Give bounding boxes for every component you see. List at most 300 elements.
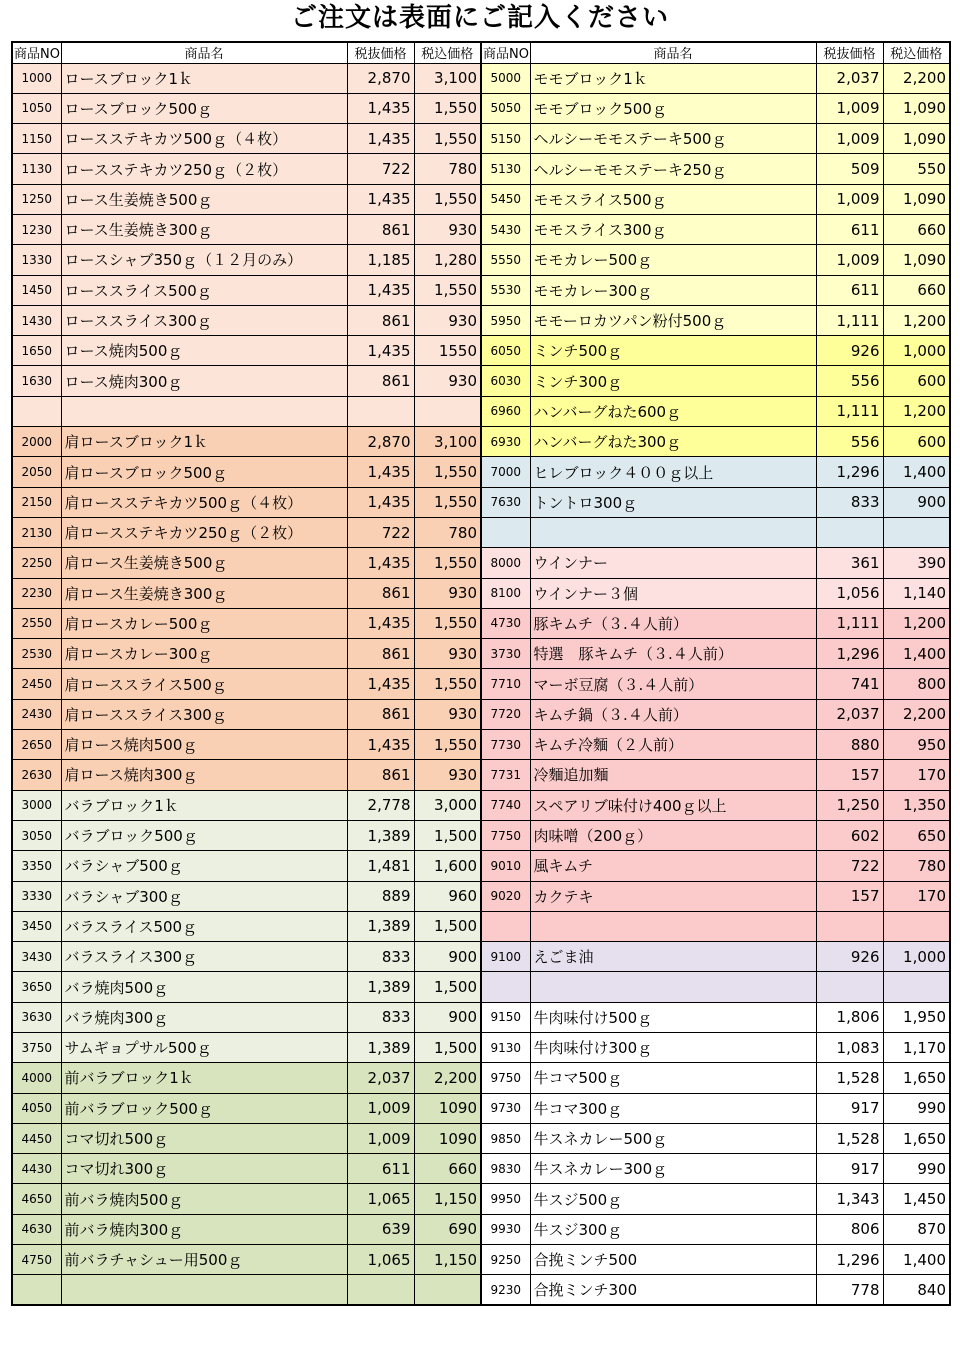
product-name-cell-right: 牛肉味付け300ｇ xyxy=(530,1033,816,1063)
product-no-cell-left: 2150 xyxy=(12,487,61,517)
product-name-cell-right xyxy=(530,911,816,941)
product-name-cell-right: キムチ鍋（３.４人前） xyxy=(530,699,816,729)
header-price-ex-tax-left: 税抜価格 xyxy=(347,42,414,63)
price-in-tax-cell-left: 930 xyxy=(414,305,481,335)
product-no-cell-left: 4430 xyxy=(12,1154,61,1184)
product-name-cell-left: 前バラブロック500ｇ xyxy=(61,1093,347,1123)
product-name-cell-right: 合挽ミンチ500 xyxy=(530,1245,816,1275)
price-in-tax-cell-left: 1,550 xyxy=(414,124,481,154)
product-name-cell-right: ハンバーグねた600ｇ xyxy=(530,396,816,426)
price-in-tax-cell-right: 1,140 xyxy=(883,578,950,608)
price-ex-tax-cell-right: 1,009 xyxy=(816,184,883,214)
price-ex-tax-cell-left: 1,435 xyxy=(347,487,414,517)
product-no-cell-left: 2650 xyxy=(12,730,61,760)
product-name-cell-right: カクテキ xyxy=(530,881,816,911)
price-ex-tax-cell-left: 1,389 xyxy=(347,820,414,850)
price-in-tax-cell-left: 1550 xyxy=(414,336,481,366)
product-name-cell-left: 肩ロース焼肉500ｇ xyxy=(61,730,347,760)
product-name-cell-left: 肩ロースステキカツ250ｇ（２枚） xyxy=(61,517,347,547)
product-no-cell-right: 9730 xyxy=(481,1093,530,1123)
product-name-cell-left: コマ切れ500ｇ xyxy=(61,1123,347,1153)
price-in-tax-cell-left: 960 xyxy=(414,881,481,911)
product-name-cell-right: モモーロカツパン粉付500ｇ xyxy=(530,305,816,335)
product-no-cell-right: 5050 xyxy=(481,93,530,123)
price-in-tax-cell-left xyxy=(414,396,481,426)
price-in-tax-cell-right: 1,170 xyxy=(883,1033,950,1063)
price-ex-tax-cell-right: 611 xyxy=(816,214,883,244)
product-no-cell-left: 1000 xyxy=(12,63,61,93)
price-list-table xyxy=(11,41,951,1306)
product-name-cell-right: モモブロック500ｇ xyxy=(530,93,816,123)
product-no-cell-right: 9850 xyxy=(481,1123,530,1153)
price-in-tax-cell-right: 600 xyxy=(883,427,950,457)
price-in-tax-cell-left: 3,100 xyxy=(414,63,481,93)
product-no-cell-left: 3650 xyxy=(12,972,61,1002)
product-no-cell-left: 1330 xyxy=(12,245,61,275)
product-name-cell-right: ミンチ300ｇ xyxy=(530,366,816,396)
product-no-cell-left: 1430 xyxy=(12,305,61,335)
table-row xyxy=(12,487,950,517)
price-ex-tax-cell-right: 2,037 xyxy=(816,63,883,93)
price-ex-tax-cell-left: 1,065 xyxy=(347,1184,414,1214)
product-name-cell-right: マーボ豆腐（３.４人前） xyxy=(530,669,816,699)
price-ex-tax-cell-left: 1,481 xyxy=(347,851,414,881)
product-no-cell-right: 9230 xyxy=(481,1275,530,1305)
product-name-cell-right: モモスライス300ｇ xyxy=(530,214,816,244)
price-in-tax-cell-left: 930 xyxy=(414,366,481,396)
price-in-tax-cell-left: 1,550 xyxy=(414,457,481,487)
product-name-cell-right: キムチ冷麵（２人前） xyxy=(530,730,816,760)
price-in-tax-cell-right: 1,650 xyxy=(883,1123,950,1153)
price-in-tax-cell-left: 1090 xyxy=(414,1093,481,1123)
price-ex-tax-cell-left: 889 xyxy=(347,881,414,911)
product-no-cell-right: 5150 xyxy=(481,124,530,154)
table-row xyxy=(12,1275,950,1305)
price-in-tax-cell-left: 1,550 xyxy=(414,487,481,517)
price-ex-tax-cell-left: 861 xyxy=(347,578,414,608)
product-name-cell-left: 肩ロース焼肉300ｇ xyxy=(61,760,347,790)
product-name-cell-left: バラシャブ300ｇ xyxy=(61,881,347,911)
price-in-tax-cell-right: 1,090 xyxy=(883,184,950,214)
product-no-cell-right: 9010 xyxy=(481,851,530,881)
price-in-tax-cell-left: 900 xyxy=(414,1002,481,1032)
price-in-tax-cell-left: 1,550 xyxy=(414,548,481,578)
price-ex-tax-cell-left: 1,435 xyxy=(347,608,414,638)
price-ex-tax-cell-left: 1,435 xyxy=(347,93,414,123)
table-row xyxy=(12,639,950,669)
product-name-cell-right: モモカレー300ｇ xyxy=(530,275,816,305)
table-row xyxy=(12,972,950,1002)
header-price-in-tax-right: 税込価格 xyxy=(883,42,950,63)
table-row xyxy=(12,608,950,638)
price-in-tax-cell-left: 930 xyxy=(414,760,481,790)
price-in-tax-cell-right: 800 xyxy=(883,669,950,699)
product-no-cell-right: 7731 xyxy=(481,760,530,790)
price-ex-tax-cell-right: 926 xyxy=(816,942,883,972)
product-no-cell-left: 3050 xyxy=(12,820,61,850)
product-name-cell-right: ヘルシーモモステーキ500ｇ xyxy=(530,124,816,154)
price-ex-tax-cell-left: 861 xyxy=(347,214,414,244)
product-name-cell-left: コマ切れ300ｇ xyxy=(61,1154,347,1184)
price-ex-tax-cell-right: 1,528 xyxy=(816,1123,883,1153)
product-name-cell-right: 風キムチ xyxy=(530,851,816,881)
price-in-tax-cell-right: 990 xyxy=(883,1154,950,1184)
price-in-tax-cell-left: 1,550 xyxy=(414,730,481,760)
price-ex-tax-cell-left: 861 xyxy=(347,699,414,729)
product-no-cell-left: 1630 xyxy=(12,366,61,396)
table-row xyxy=(12,1123,950,1153)
product-name-cell-right: 豚キムチ（３.４人前） xyxy=(530,608,816,638)
price-in-tax-cell-left: 1,550 xyxy=(414,669,481,699)
product-no-cell-left: 2000 xyxy=(12,427,61,457)
price-in-tax-cell-left: 3,100 xyxy=(414,427,481,457)
table-row xyxy=(12,427,950,457)
product-no-cell-right: 9830 xyxy=(481,1154,530,1184)
price-ex-tax-cell-right xyxy=(816,972,883,1002)
product-no-cell-left: 1050 xyxy=(12,93,61,123)
price-in-tax-cell-left: 1,550 xyxy=(414,93,481,123)
price-in-tax-cell-right: 1,000 xyxy=(883,942,950,972)
price-ex-tax-cell-left: 1,435 xyxy=(347,730,414,760)
product-no-cell-right: 6930 xyxy=(481,427,530,457)
price-ex-tax-cell-right: 1,056 xyxy=(816,578,883,608)
price-ex-tax-cell-right: 157 xyxy=(816,881,883,911)
price-in-tax-cell-right xyxy=(883,911,950,941)
product-name-cell-left: ロース焼肉500ｇ xyxy=(61,336,347,366)
price-in-tax-cell-left: 1,550 xyxy=(414,275,481,305)
product-no-cell-right: 7000 xyxy=(481,457,530,487)
price-in-tax-cell-left: 1090 xyxy=(414,1123,481,1153)
product-no-cell-right: 6960 xyxy=(481,396,530,426)
price-in-tax-cell-right: 390 xyxy=(883,548,950,578)
price-ex-tax-cell-left: 611 xyxy=(347,1154,414,1184)
table-row xyxy=(12,1033,950,1063)
product-no-cell-left: 2130 xyxy=(12,517,61,547)
price-in-tax-cell-left: 930 xyxy=(414,639,481,669)
product-name-cell-left: バラブロック1ｋ xyxy=(61,790,347,820)
product-name-cell-left: ロースブロック500ｇ xyxy=(61,93,347,123)
price-ex-tax-cell-right: 1,296 xyxy=(816,457,883,487)
product-name-cell-left: 肩ロースカレー500ｇ xyxy=(61,608,347,638)
table-row xyxy=(12,1245,950,1275)
table-row xyxy=(12,63,950,93)
price-in-tax-cell-right: 1,200 xyxy=(883,608,950,638)
product-name-cell-right: モモブロック1ｋ xyxy=(530,63,816,93)
price-in-tax-cell-right: 1,400 xyxy=(883,1245,950,1275)
table-row xyxy=(12,1093,950,1123)
table-row xyxy=(12,1214,950,1244)
product-no-cell-right: 8100 xyxy=(481,578,530,608)
header-price-in-tax-left: 税込価格 xyxy=(414,42,481,63)
price-ex-tax-cell-right: 1,009 xyxy=(816,124,883,154)
product-name-cell-left: ロース生姜焼き300ｇ xyxy=(61,214,347,244)
product-name-cell-left: ロース生姜焼き500ｇ xyxy=(61,184,347,214)
product-no-cell-right: 6030 xyxy=(481,366,530,396)
price-in-tax-cell-right: 1,450 xyxy=(883,1184,950,1214)
price-ex-tax-cell-right: 556 xyxy=(816,427,883,457)
table-row xyxy=(12,578,950,608)
header-product-name-left: 商品名 xyxy=(61,42,347,63)
product-no-cell-right: 5130 xyxy=(481,154,530,184)
price-ex-tax-cell-right: 1,343 xyxy=(816,1184,883,1214)
table-row xyxy=(12,699,950,729)
price-in-tax-cell-left: 3,000 xyxy=(414,790,481,820)
product-no-cell-right xyxy=(481,972,530,1002)
price-in-tax-cell-left: 780 xyxy=(414,517,481,547)
price-ex-tax-cell-left: 1,435 xyxy=(347,548,414,578)
product-name-cell-left: バラ焼肉300ｇ xyxy=(61,1002,347,1032)
product-name-cell-left: ロースシャブ350ｇ（１２月のみ） xyxy=(61,245,347,275)
table-row xyxy=(12,730,950,760)
product-no-cell-right: 9100 xyxy=(481,942,530,972)
price-ex-tax-cell-right: 602 xyxy=(816,820,883,850)
product-no-cell-right: 5950 xyxy=(481,305,530,335)
price-in-tax-cell-right: 1,400 xyxy=(883,639,950,669)
product-no-cell-right: 5530 xyxy=(481,275,530,305)
product-name-cell-right: えごま油 xyxy=(530,942,816,972)
price-ex-tax-cell-right: 880 xyxy=(816,730,883,760)
product-no-cell-left: 4650 xyxy=(12,1184,61,1214)
price-ex-tax-cell-right: 1,111 xyxy=(816,396,883,426)
price-ex-tax-cell-right: 722 xyxy=(816,851,883,881)
price-ex-tax-cell-left xyxy=(347,1275,414,1305)
header-price-ex-tax-right: 税抜価格 xyxy=(816,42,883,63)
price-in-tax-cell-right: 1,650 xyxy=(883,1063,950,1093)
table-row xyxy=(12,820,950,850)
price-ex-tax-cell-left: 2,870 xyxy=(347,63,414,93)
price-ex-tax-cell-left: 1,389 xyxy=(347,1033,414,1063)
product-name-cell-right: トントロ300ｇ xyxy=(530,487,816,517)
price-in-tax-cell-left: 1,500 xyxy=(414,820,481,850)
price-ex-tax-cell-right: 806 xyxy=(816,1214,883,1244)
product-name-cell-left: サムギョプサル500ｇ xyxy=(61,1033,347,1063)
table-row xyxy=(12,275,950,305)
product-no-cell-left: 4630 xyxy=(12,1214,61,1244)
header-product-no-right: 商品NO xyxy=(481,42,530,63)
product-no-cell-right: 8000 xyxy=(481,548,530,578)
product-name-cell-left: 肩ローススライス300ｇ xyxy=(61,699,347,729)
price-in-tax-cell-right: 1,000 xyxy=(883,336,950,366)
price-in-tax-cell-right: 1,090 xyxy=(883,93,950,123)
product-no-cell-right: 6050 xyxy=(481,336,530,366)
product-name-cell-left: 前バラブロック1ｋ xyxy=(61,1063,347,1093)
product-name-cell-right: 牛肉味付け500ｇ xyxy=(530,1002,816,1032)
table-row xyxy=(12,1063,950,1093)
product-name-cell-right: 冷麵追加麵 xyxy=(530,760,816,790)
price-ex-tax-cell-left: 1,435 xyxy=(347,457,414,487)
product-no-cell-right: 9250 xyxy=(481,1245,530,1275)
price-in-tax-cell-left: 780 xyxy=(414,154,481,184)
product-no-cell-left xyxy=(12,1275,61,1305)
product-name-cell-left: バラスライス500ｇ xyxy=(61,911,347,941)
header-product-no-left: 商品NO xyxy=(12,42,61,63)
product-no-cell-left: 1450 xyxy=(12,275,61,305)
price-ex-tax-cell-right xyxy=(816,517,883,547)
table-row xyxy=(12,366,950,396)
price-in-tax-cell-right: 900 xyxy=(883,487,950,517)
product-name-cell-left: 肩ロースブロック1ｋ xyxy=(61,427,347,457)
product-no-cell-left: 2550 xyxy=(12,608,61,638)
product-name-cell-right: スペアリブ味付け400ｇ以上 xyxy=(530,790,816,820)
product-name-cell-left: バラ焼肉500ｇ xyxy=(61,972,347,1002)
table-row xyxy=(12,669,950,699)
price-in-tax-cell-right: 650 xyxy=(883,820,950,850)
price-ex-tax-cell-right: 1,083 xyxy=(816,1033,883,1063)
price-in-tax-cell-right: 2,200 xyxy=(883,699,950,729)
price-ex-tax-cell-right: 917 xyxy=(816,1093,883,1123)
product-no-cell-right: 5550 xyxy=(481,245,530,275)
price-ex-tax-cell-right: 509 xyxy=(816,154,883,184)
price-ex-tax-cell-left: 1,435 xyxy=(347,669,414,699)
product-name-cell-right: ヒレブロック４００ｇ以上 xyxy=(530,457,816,487)
table-row xyxy=(12,154,950,184)
product-no-cell-right: 9020 xyxy=(481,881,530,911)
price-ex-tax-cell-left: 722 xyxy=(347,154,414,184)
product-name-cell-right: モモカレー500ｇ xyxy=(530,245,816,275)
price-ex-tax-cell-right: 2,037 xyxy=(816,699,883,729)
product-no-cell-left: 1230 xyxy=(12,214,61,244)
product-name-cell-right: 牛スジ500ｇ xyxy=(530,1184,816,1214)
price-in-tax-cell-right: 2,200 xyxy=(883,63,950,93)
product-no-cell-left: 3350 xyxy=(12,851,61,881)
product-no-cell-right xyxy=(481,911,530,941)
page-title: ご注文は表面にご記入ください xyxy=(290,3,669,33)
table-header-row xyxy=(12,42,950,63)
price-in-tax-cell-left: 1,550 xyxy=(414,608,481,638)
table-row xyxy=(12,245,950,275)
product-name-cell-right: ミンチ500ｇ xyxy=(530,336,816,366)
price-in-tax-cell-right: 1,090 xyxy=(883,124,950,154)
price-ex-tax-cell-left: 833 xyxy=(347,942,414,972)
product-no-cell-left: 2530 xyxy=(12,639,61,669)
price-ex-tax-cell-right: 1,250 xyxy=(816,790,883,820)
price-in-tax-cell-left: 1,500 xyxy=(414,1033,481,1063)
table-row xyxy=(12,548,950,578)
product-no-cell-right: 9930 xyxy=(481,1214,530,1244)
product-no-cell-right: 5000 xyxy=(481,63,530,93)
price-ex-tax-cell-left: 861 xyxy=(347,366,414,396)
price-in-tax-cell-right: 660 xyxy=(883,275,950,305)
price-ex-tax-cell-right: 741 xyxy=(816,669,883,699)
price-ex-tax-cell-left: 1,435 xyxy=(347,184,414,214)
price-in-tax-cell-left: 660 xyxy=(414,1154,481,1184)
price-in-tax-cell-left: 930 xyxy=(414,214,481,244)
table-row xyxy=(12,1154,950,1184)
price-ex-tax-cell-right: 1,111 xyxy=(816,305,883,335)
product-no-cell-right: 7750 xyxy=(481,820,530,850)
product-name-cell-left: バラブロック500ｇ xyxy=(61,820,347,850)
price-in-tax-cell-right: 870 xyxy=(883,1214,950,1244)
price-ex-tax-cell-left: 639 xyxy=(347,1214,414,1244)
price-ex-tax-cell-right: 1,296 xyxy=(816,1245,883,1275)
price-ex-tax-cell-right: 1,111 xyxy=(816,608,883,638)
product-name-cell-left: ロース焼肉300ｇ xyxy=(61,366,347,396)
price-ex-tax-cell-left: 861 xyxy=(347,305,414,335)
price-in-tax-cell-left: 1,600 xyxy=(414,851,481,881)
product-name-cell-left: バラシャブ500ｇ xyxy=(61,851,347,881)
product-name-cell-right: 牛コマ300ｇ xyxy=(530,1093,816,1123)
price-ex-tax-cell-left: 1,009 xyxy=(347,1123,414,1153)
product-no-cell-right: 7740 xyxy=(481,790,530,820)
product-name-cell-right: モモスライス500ｇ xyxy=(530,184,816,214)
product-name-cell-left: ロースステキカツ250ｇ（２枚） xyxy=(61,154,347,184)
product-name-cell-left: ロースブロック1ｋ xyxy=(61,63,347,93)
price-in-tax-cell-left: 1,550 xyxy=(414,184,481,214)
price-ex-tax-cell-left: 2,870 xyxy=(347,427,414,457)
table-row xyxy=(12,214,950,244)
price-in-tax-cell-right: 600 xyxy=(883,366,950,396)
price-ex-tax-cell-right: 361 xyxy=(816,548,883,578)
product-no-cell-right: 9130 xyxy=(481,1033,530,1063)
price-ex-tax-cell-left: 1,435 xyxy=(347,275,414,305)
price-ex-tax-cell-right: 1,806 xyxy=(816,1002,883,1032)
price-in-tax-cell-left: 1,500 xyxy=(414,972,481,1002)
product-no-cell-right: 7710 xyxy=(481,669,530,699)
product-name-cell-left: バラスライス300ｇ xyxy=(61,942,347,972)
product-name-cell-right: 牛スネカレー300ｇ xyxy=(530,1154,816,1184)
product-no-cell-left: 3000 xyxy=(12,790,61,820)
product-no-cell-left: 2630 xyxy=(12,760,61,790)
table-row xyxy=(12,881,950,911)
price-ex-tax-cell-left: 861 xyxy=(347,639,414,669)
product-no-cell-left: 4050 xyxy=(12,1093,61,1123)
product-no-cell-left: 1250 xyxy=(12,184,61,214)
price-in-tax-cell-left: 1,150 xyxy=(414,1245,481,1275)
product-name-cell-left: 前バラチャシュー用500ｇ xyxy=(61,1245,347,1275)
price-in-tax-cell-left: 1,280 xyxy=(414,245,481,275)
price-in-tax-cell-right: 1,090 xyxy=(883,245,950,275)
product-no-cell-left: 4000 xyxy=(12,1063,61,1093)
product-name-cell-right: ヘルシーモモステーキ250ｇ xyxy=(530,154,816,184)
price-ex-tax-cell-right: 778 xyxy=(816,1275,883,1305)
price-in-tax-cell-left: 1,150 xyxy=(414,1184,481,1214)
price-ex-tax-cell-right: 926 xyxy=(816,336,883,366)
product-no-cell-left: 2230 xyxy=(12,578,61,608)
product-no-cell-right: 7730 xyxy=(481,730,530,760)
product-no-cell-left: 2450 xyxy=(12,669,61,699)
table-row xyxy=(12,124,950,154)
product-name-cell-left: 肩ロースステキカツ500ｇ（４枚） xyxy=(61,487,347,517)
product-no-cell-left: 3750 xyxy=(12,1033,61,1063)
product-no-cell-right: 7720 xyxy=(481,699,530,729)
price-ex-tax-cell-right: 1,009 xyxy=(816,93,883,123)
price-in-tax-cell-left: 690 xyxy=(414,1214,481,1244)
price-ex-tax-cell-left: 1,065 xyxy=(347,1245,414,1275)
price-in-tax-cell-right xyxy=(883,972,950,1002)
header-product-name-right: 商品名 xyxy=(530,42,816,63)
product-no-cell-right: 7630 xyxy=(481,487,530,517)
price-ex-tax-cell-right: 1,528 xyxy=(816,1063,883,1093)
product-name-cell-left: 前バラ焼肉300ｇ xyxy=(61,1214,347,1244)
price-in-tax-cell-right: 1,200 xyxy=(883,396,950,426)
price-in-tax-cell-right: 170 xyxy=(883,760,950,790)
price-in-tax-cell-left: 930 xyxy=(414,699,481,729)
price-ex-tax-cell-left: 2,778 xyxy=(347,790,414,820)
table-row xyxy=(12,942,950,972)
price-ex-tax-cell-left: 2,037 xyxy=(347,1063,414,1093)
product-no-cell-left: 2250 xyxy=(12,548,61,578)
table-row xyxy=(12,305,950,335)
price-ex-tax-cell-right: 157 xyxy=(816,760,883,790)
product-no-cell-left: 3330 xyxy=(12,881,61,911)
price-ex-tax-cell-left: 1,435 xyxy=(347,124,414,154)
product-name-cell-right: 牛スネカレー500ｇ xyxy=(530,1123,816,1153)
product-no-cell-right: 9950 xyxy=(481,1184,530,1214)
table-row xyxy=(12,911,950,941)
product-no-cell-right: 3730 xyxy=(481,639,530,669)
price-in-tax-cell-left: 2,200 xyxy=(414,1063,481,1093)
price-in-tax-cell-left: 930 xyxy=(414,578,481,608)
